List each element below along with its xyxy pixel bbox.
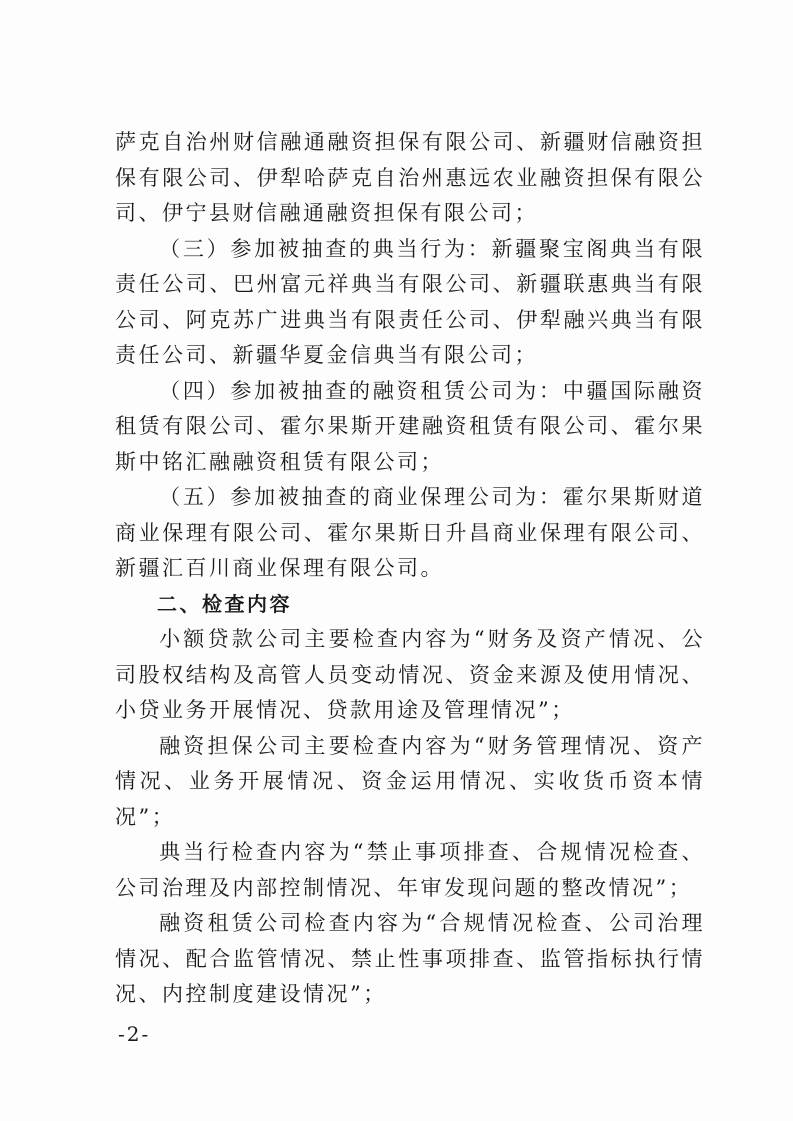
paragraph-guarantee-inspection: 融资担保公司主要检查内容为“财务管理情况、资产情况、业务开展情况、资金运用情况、实收货币资本情况”； (115, 733, 705, 829)
paragraph-microloan-inspection: 小额贷款公司主要检查内容为“财务及资产情况、公司股权结构及高管人员变动情况、资金来源及使用情况、小贷业务开展情况、贷款用途及管理情况”； (115, 627, 705, 722)
paragraph-guarantee-companies-continued: 萨克自治州财信融通融资担保有限公司、新疆财信融资担保有限公司、伊犁哈萨克自治州惠远农业融资担保有限公司、伊宁县财信融通融资担保有限公司； (115, 130, 705, 225)
paragraph-pawnshop-inspection: 典当行检查内容为“禁止事项排查、合规情况检查、公司治理及内部控制情况、年审发现问题的整改情况”； (115, 840, 705, 900)
paragraph-pawnshops: （三）参加被抽查的典当行为：新疆聚宝阁典当有限责任公司、巴州富元祥典当有限公司、新疆联惠典当有限公司、阿克苏广进典当有限责任公司、伊犁融兴典当有限责任公司、新疆华夏金信典当有限公司； (115, 236, 705, 367)
section-heading-inspection-content: 二、检查内容 (157, 591, 292, 616)
document-body (115, 125, 705, 1013)
paragraph-leasing-companies: （四）参加被抽查的融资租赁公司为：中疆国际融资租赁有限公司、霍尔果斯开建融资租赁有限公司、霍尔果斯中铭汇融融资租赁有限公司； (115, 378, 705, 474)
page-number: -2- (118, 1022, 151, 1046)
paragraph-factoring-companies: （五）参加被抽查的商业保理公司为：霍尔果斯财道商业保理有限公司、霍尔果斯日升昌商业保理有限公司、新疆汇百川商业保理有限公司。 (115, 485, 705, 580)
paragraph-leasing-inspection: 融资租赁公司检查内容为“合规情况检查、公司治理情况、配合监管情况、禁止性事项排查、监管指标执行情况、内控制度建设情况”； (115, 911, 705, 1006)
